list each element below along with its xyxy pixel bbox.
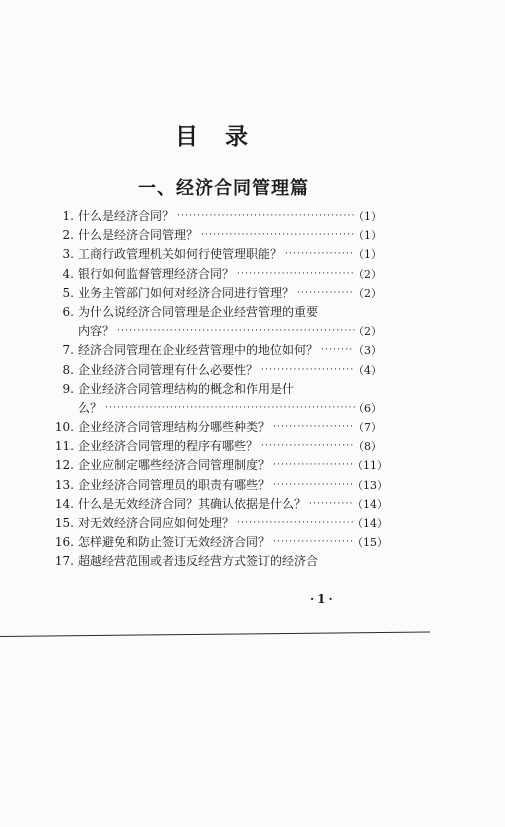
toc-entry <box>52 456 388 475</box>
title-char-right: 录 <box>225 123 249 150</box>
toc-dot-leader: ···················· <box>273 460 355 471</box>
toc-entry-number: 9. <box>62 381 74 396</box>
toc-dot-leader: ···················· <box>273 479 355 490</box>
toc-entry-title: 经济合同管理在企业经营管理中的地位如何？ <box>78 343 319 358</box>
section-title: 一、经济合同管理篇 <box>138 178 309 199</box>
toc-entry-number: 7. <box>62 343 74 358</box>
toc-dot-leader: ················· <box>285 249 355 260</box>
toc-entry-title: 企业经济合同管理结构的概念和作用是什 <box>78 381 295 396</box>
toc-entry <box>52 476 388 495</box>
toc-entry-title: 企业应制定哪些经济合同管理制度？ <box>78 458 271 473</box>
toc-entry <box>52 361 382 380</box>
toc-entry <box>52 245 382 264</box>
toc-entry-title: 内容？ <box>78 324 115 339</box>
toc-entry-number: 4. <box>62 266 74 281</box>
toc-dot-leader: ······································ <box>201 230 356 241</box>
toc-entry <box>52 265 382 284</box>
toc-entry-number: 13. <box>54 477 74 492</box>
toc-entry <box>52 341 382 360</box>
toc-entry-number: 12. <box>54 458 74 473</box>
toc-entry <box>52 303 382 322</box>
toc-entry <box>52 284 382 303</box>
toc-entry-page: （2） <box>353 325 382 339</box>
toc-dot-leader: ······················· <box>261 441 355 452</box>
toc-dot-leader: ···················· <box>273 537 355 548</box>
page-number: ·1· <box>310 592 336 606</box>
toc-dot-leader: ····························· <box>237 268 355 279</box>
toc-entry-title: 工商行政管理机关如何行使管理职能？ <box>78 247 283 262</box>
toc-dot-leader: ············································ <box>177 211 356 221</box>
toc-entry-page: （11） <box>352 459 388 473</box>
toc-entry-page: （14） <box>352 497 388 511</box>
toc-dot-leader: ··········· <box>309 498 354 509</box>
toc-entry-number: 5. <box>62 285 74 300</box>
page-title <box>175 118 249 151</box>
toc-entry-page: （1） <box>353 210 382 223</box>
toc-entry-page: （14） <box>352 517 388 530</box>
toc-entry-number: 8. <box>62 362 74 377</box>
bottom-rule <box>0 631 430 637</box>
toc-entry <box>52 226 382 245</box>
toc-entry-title: 么？ <box>78 400 103 415</box>
toc-entry-page: （1） <box>353 248 382 262</box>
toc-entry <box>52 207 382 226</box>
toc-entry-title: 对无效经济合同应如何处理？ <box>78 516 235 530</box>
toc-entry-title: 银行如何监督管理经济合同？ <box>78 266 235 281</box>
toc-dot-leader: ········ <box>321 345 354 356</box>
toc-entry-number: 16. <box>54 535 74 550</box>
toc-entry-page: （6） <box>353 401 382 415</box>
toc-dot-leader: ······························································ <box>105 402 357 413</box>
toc-entry-page: （1） <box>353 229 382 243</box>
toc-entry-title: 什么是经济合同管理？ <box>78 228 199 243</box>
toc-entry-title: 什么是无效经济合同？其确认依据是什么？ <box>78 496 307 511</box>
toc-entry-number: 2. <box>62 228 74 243</box>
toc-entry-page: （15） <box>352 536 388 550</box>
toc-entry <box>52 552 382 571</box>
table-of-contents <box>52 207 388 572</box>
toc-entry <box>52 322 382 341</box>
toc-entry-number: 14. <box>54 496 74 511</box>
toc-entry-title: 企业经济合同管理有什么必要性？ <box>78 362 259 377</box>
toc-entry-title: 企业经济合同管理员的职责有哪些？ <box>78 477 271 492</box>
toc-entry-page: （7） <box>353 421 382 435</box>
toc-entry <box>52 514 388 533</box>
toc-dot-leader: ·············· <box>297 287 354 298</box>
toc-dot-leader: ······················· <box>261 364 355 375</box>
toc-entry-number: 1. <box>62 209 74 223</box>
toc-entry <box>52 495 388 514</box>
toc-dot-leader: ···················· <box>273 422 355 433</box>
toc-entry-title: 企业经济合同管理的程序有哪些？ <box>78 439 259 454</box>
toc-dot-leader: ··························································· <box>117 326 357 337</box>
toc-entry-number: 3. <box>62 247 74 262</box>
toc-dot-leader: ····························· <box>237 518 355 528</box>
toc-entry-page: （4） <box>353 363 382 377</box>
toc-entry-number: 15. <box>54 516 74 530</box>
toc-entry <box>52 380 382 399</box>
toc-entry-title: 企业经济合同管理结构分哪些种类？ <box>78 420 271 435</box>
toc-entry-title: 超越经营范围或者违反经营方式签订的经济合 <box>78 554 319 569</box>
toc-entry-page: （3） <box>353 344 382 358</box>
toc-entry-number: 10. <box>54 420 74 435</box>
toc-entry-title: 业务主管部门如何对经济合同进行管理？ <box>78 285 295 300</box>
toc-entry-title: 为什么说经济合同管理是企业经营管理的重要 <box>78 304 319 319</box>
toc-entry <box>52 437 382 456</box>
toc-entry-page: （13） <box>352 478 388 492</box>
toc-entry-number: 6. <box>62 304 74 319</box>
toc-entry-number: 11. <box>54 439 74 454</box>
toc-entry-page: （2） <box>353 267 382 281</box>
toc-entry-title: 什么是经济合同？ <box>78 209 175 223</box>
title-char-left: 目 <box>175 123 199 150</box>
toc-entry-page: （8） <box>353 440 382 454</box>
toc-entry <box>52 399 382 418</box>
toc-entry-page: （2） <box>353 286 382 300</box>
toc-entry <box>52 418 382 437</box>
toc-entry-number: 17. <box>54 554 74 569</box>
toc-entry-title: 怎样避免和防止签订无效经济合同？ <box>78 535 271 550</box>
toc-entry <box>52 533 388 552</box>
